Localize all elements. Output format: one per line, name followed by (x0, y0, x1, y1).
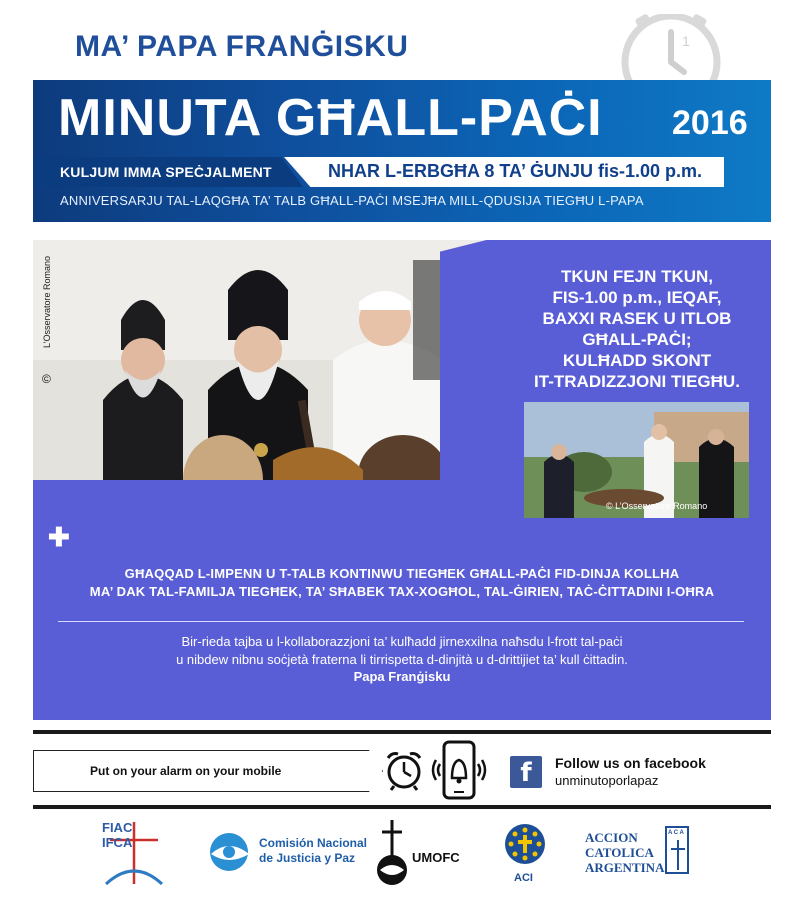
callout-line: TKUN FEJN TKUN, (560, 267, 714, 286)
aca-badge-text: A C A (668, 830, 684, 836)
fiac-logo (100, 818, 168, 888)
panel-diagonal (33, 480, 493, 532)
anniversary-text: ANNIVERSARJU TAL-LAQGĦA TA’ TALB GĦALL-PAĊI MSEJĦA MILL-QDUSIJA TIEGĦU L-PAPA (60, 193, 644, 208)
umofc-emblem-icon (372, 818, 412, 888)
aca-cross-horizontal (671, 848, 685, 850)
cnjp-logo-line1: Comisión Nacional (259, 836, 368, 850)
facebook-icon[interactable]: f (510, 756, 542, 788)
kicker-text: MA’ PAPA FRANĠISKU (75, 30, 409, 63)
callout-line: IT-TRADIZZJONI TIEGĦU. (534, 372, 740, 391)
quote-line: u nibdew nibnu soċjetà fraterna li tirrispetta d-dinjità u d-drittijiet ta’ kull ċittadin. (176, 652, 628, 667)
callout-line: BAXXI RASEK U ITLOB (542, 309, 732, 328)
alarm-clock-icon (382, 748, 426, 792)
callout-line: GĦALL-PAĊI; (582, 330, 692, 349)
quote-line: Bir-rieda tajba u l-kollaborazzjoni ta’ kulħadd jirnexxilna naħsdu l-frott tal-paċi (181, 634, 623, 649)
photo-credit-small-text: L’Osservatore Romano (615, 501, 708, 511)
callout-line: FIS-1.00 p.m., IEQAF, (552, 288, 722, 307)
aca-cross-vertical (677, 840, 679, 870)
page-title: MINUTA GĦALL-PAĊI (58, 89, 603, 147)
svg-text:1: 1 (682, 33, 690, 49)
umofc-logo-text: UMOFC (412, 850, 460, 865)
cnjp-logo (205, 826, 375, 876)
fiac-logo-bottom: IFCA (102, 835, 133, 850)
aca-logo-line1: ACCION (585, 830, 638, 845)
facebook-handle-link[interactable]: unminutoporlapaz (555, 773, 659, 788)
aca-logo-line2: CATOLICA (585, 845, 654, 860)
mobile-bell-icon (428, 740, 490, 800)
quote-text (40, 633, 764, 669)
aca-logo (585, 826, 695, 876)
umofc-logo (372, 818, 472, 888)
message-line: GĦAQQAD L-IMPENN U T-TALB KONTINWU TIEGĦEK GĦALL-PAĊI FID-DINJA KOLLHA (124, 566, 680, 581)
bottom-rule-top (33, 730, 771, 734)
divider (58, 621, 744, 622)
year-label: 2016 (672, 104, 748, 142)
photo-credit-small (606, 501, 707, 511)
alarm-reminder-text: Put on your alarm on your mobile (90, 764, 282, 778)
plus-icon: ✚ (48, 522, 70, 552)
copyright-icon: © (42, 372, 51, 386)
copyright-icon: © (606, 501, 613, 511)
aca-cross-badge (665, 826, 689, 874)
message-line: MA’ DAK TAL-FAMILJA TIEGĦEK, TA’ SĦABEK TAX-XOGĦOL, TAL-ĠIRIEN, TAĊ-ĊITTADINI I-OĦRA (89, 584, 715, 599)
aci-globe-icon (500, 822, 550, 866)
aci-logo (500, 822, 550, 888)
aci-logo-text: ACI (514, 872, 533, 884)
fiac-logo-top: FIAC (102, 820, 133, 835)
callout-text (506, 266, 768, 392)
cnjp-logo-line2: de Justicia y Paz (259, 851, 356, 865)
quote-author: Papa Franġisku (353, 669, 451, 684)
bottom-rule-bottom (33, 805, 771, 809)
photo-credit-main: L’Osservatore Romano (42, 256, 52, 349)
facebook-follow-text[interactable]: Follow us on facebook (555, 755, 706, 771)
callout-line: KULĦADD SKONT (562, 351, 712, 370)
cnjp-dove-icon (205, 830, 255, 872)
aca-logo-line3: ARGENTINA (585, 860, 665, 875)
date-time-text: NHAR L-ERBGĦA 8 TA’ ĠUNJU fis-1.00 p.m. (328, 161, 703, 181)
message-text (40, 565, 764, 601)
subtitle-left-text: KULJUM IMMA SPEĊJALMENT (60, 164, 272, 180)
